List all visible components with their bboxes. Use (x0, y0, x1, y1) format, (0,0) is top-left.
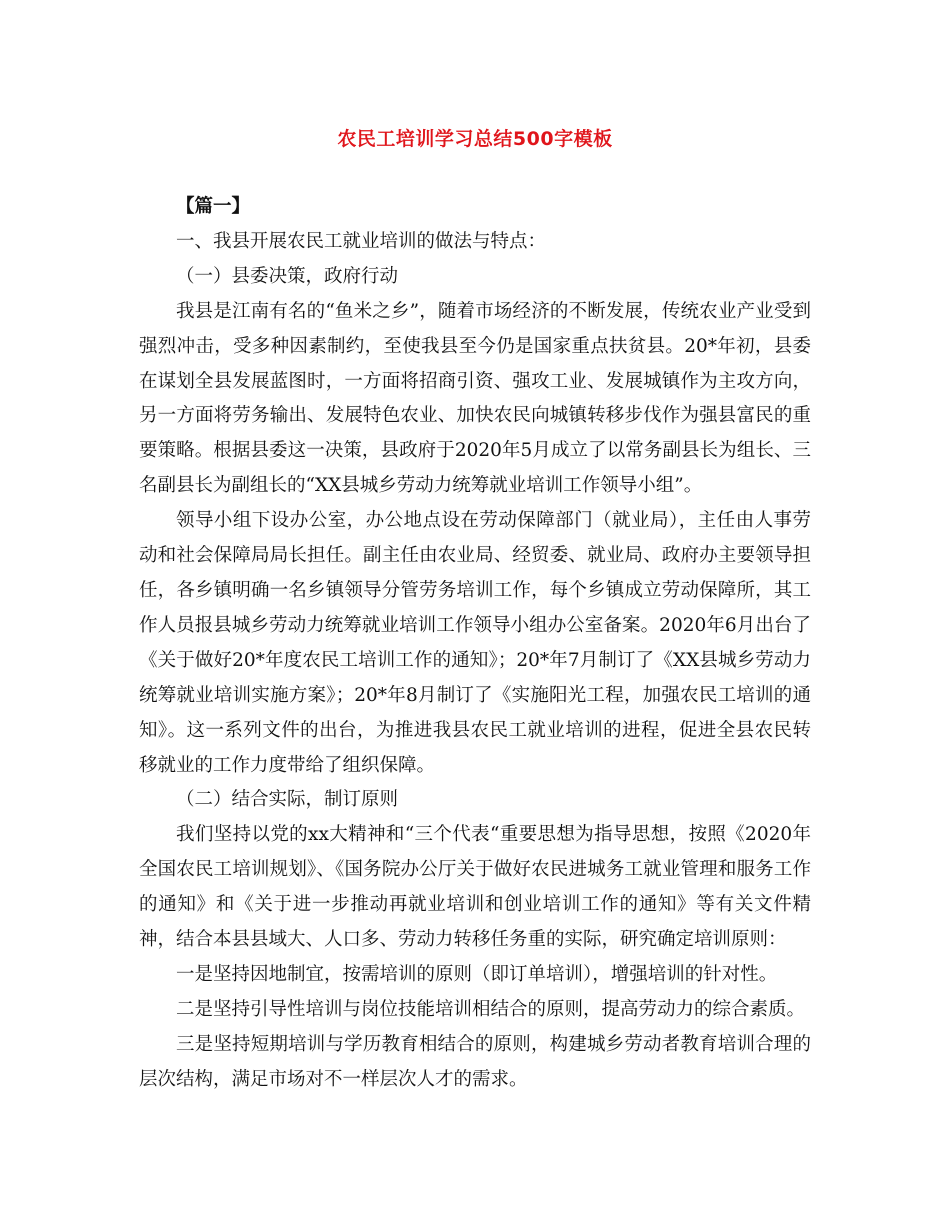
document-title: 农民工培训学习总结500字模板 (337, 128, 613, 150)
body-paragraph: 三是坚持短期培训与学历教育相结合的原则，构建城乡劳动者教育培训合理的层次结构，满足市场对不一样层次人才的需求。 (139, 1033, 811, 1090)
body-paragraph: 我县是江南有名的“鱼米之乡”，随着市场经济的不断发展，传统农业产业受到强烈冲击，受多种因素制约，至使我县至今仍是国家重点扶贫县。20*年初，县委在谋划全县发展蓝图时，一方面将招商引资、强攻工业、发展城镇作为主攻方向，另一方面将劳务输出、发展特色农业、加快农民向城镇转移步伐作为强县富民的重要策略。根据县委这一决策，县政府于2020年5月成立了以常务副县长为组长、三名副县长为副组长的“XX县城乡劳动力统筹就业培训工作领导小组”。 (139, 300, 811, 497)
body-paragraph: 一是坚持因地制宜，按需培训的原则（即订单培训），增强培训的针对性。 (176, 963, 778, 985)
body-paragraph: 二是坚持引导性培训与岗位技能培训相结合的原则，提高劳动力的综合素质。 (176, 998, 806, 1020)
subheading: （二）结合实际，制订原则 (176, 789, 399, 811)
document-body (139, 190, 811, 1098)
section-heading: 【篇一】 (176, 196, 251, 217)
subheading: （一）县委决策，政府行动 (176, 265, 399, 287)
subheading: 一、我县开展农民工就业培训的做法与特点： (176, 230, 547, 252)
body-paragraph: 领导小组下设办公室，办公地点设在劳动保障部门（就业局），主任由人事劳动和社会保障局局长担任。副主任由农业局、经贸委、就业局、政府办主要领导担任，各乡镇明确一名乡镇领导分管劳务培训工作，每个乡镇成立劳动保障所，其工作人员报县城乡劳动力统筹就业培训工作领导小组办公室备案。2020年6月出台了《关于做好20*年度农民工培训工作的通知》；20*年7月制订了《XX县城乡劳动力统筹就业培训实施方案》；20*年8月制订了《实施阳光工程，加强农民工培训的通知》。这一系列文件的出台，为推进我县农民工就业培训的进程，促进全县农民转移就业的工作力度带给了组织保障。 (139, 510, 811, 776)
body-paragraph: 我们坚持以党的xx大精神和“三个代表“重要思想为指导思想，按照《2020年全国农民工培训规划》、《国务院办公厅关于做好农民进城务工就业管理和服务工作的通知》和《关于进一步推动再就业培训和创业培训工作的通知》等有关文件精神，结合本县县域大、人口多、劳动力转移任务重的实际，研究确定培训原则： (139, 824, 811, 951)
